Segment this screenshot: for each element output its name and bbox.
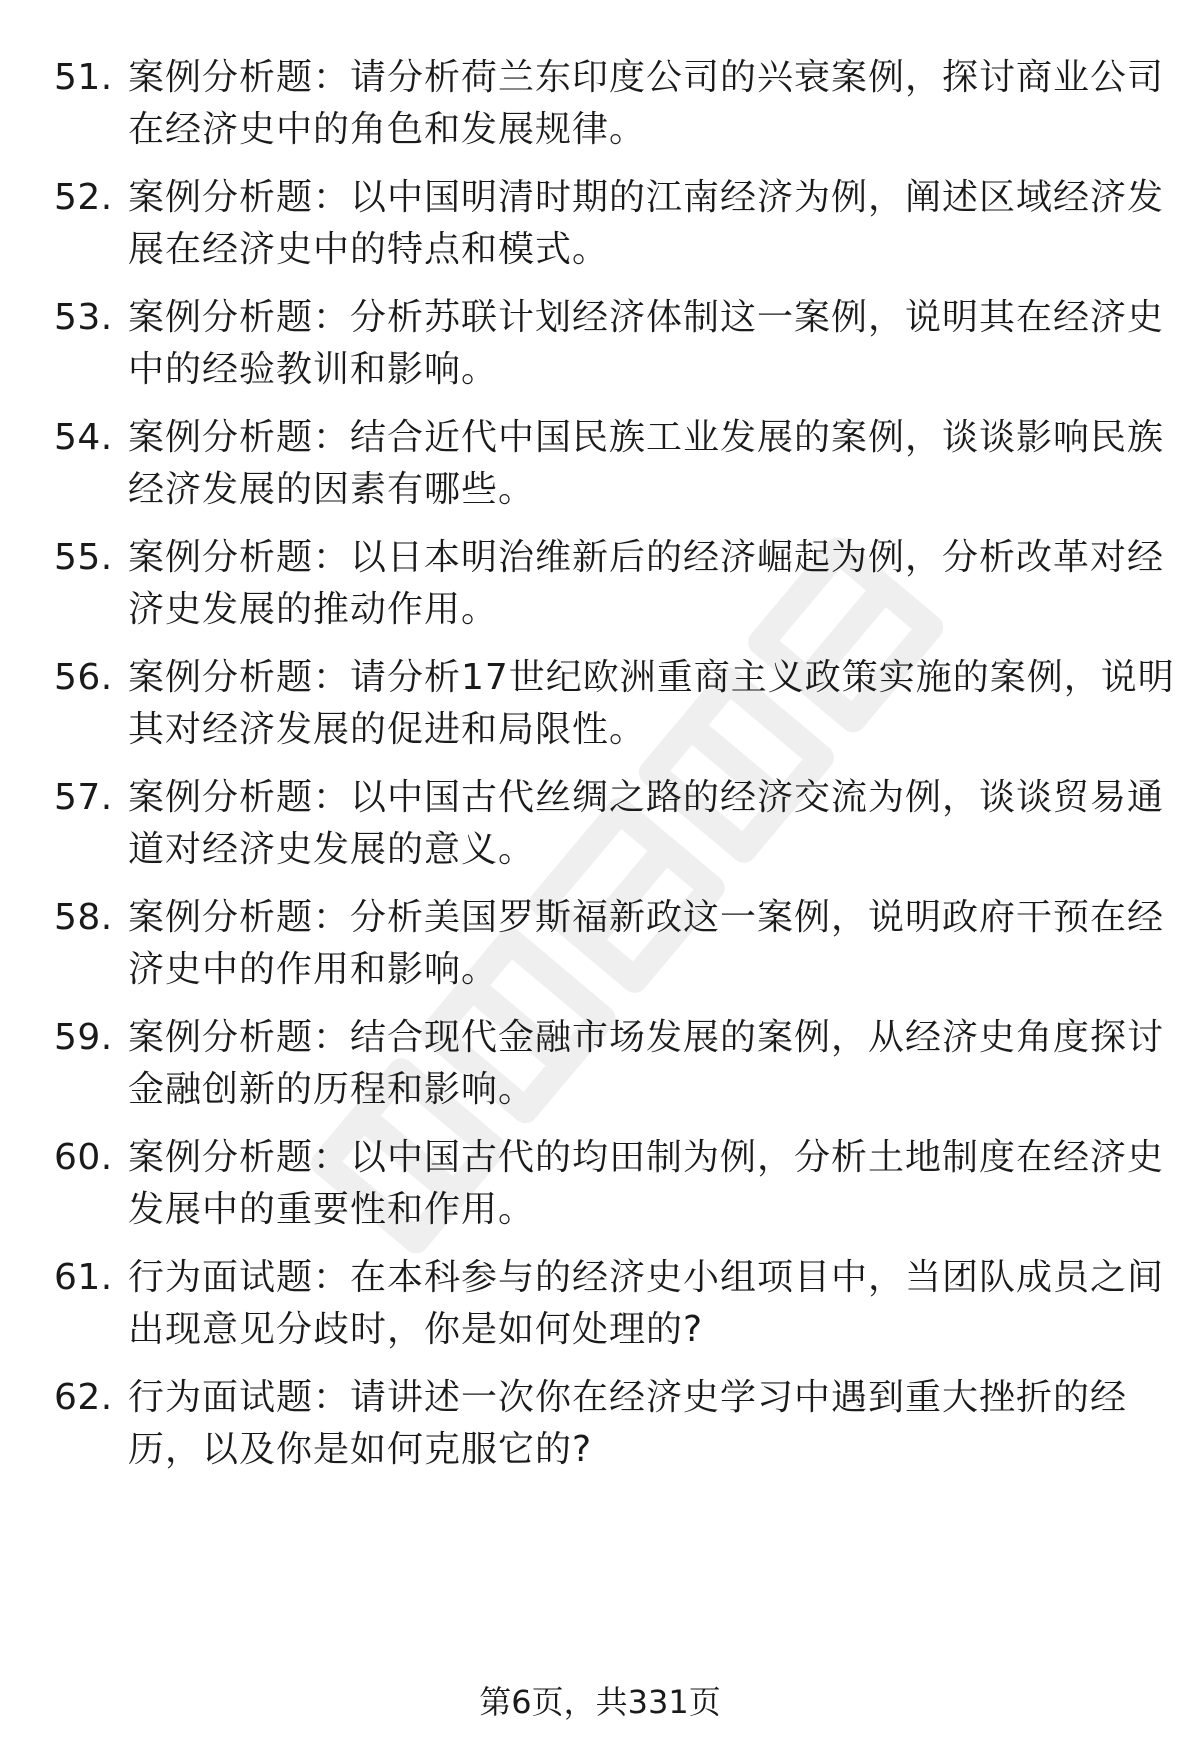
question-text bbox=[128, 412, 1200, 516]
question-text bbox=[128, 772, 1200, 876]
question-number: 55. bbox=[54, 537, 113, 578]
question-text bbox=[128, 1252, 1200, 1356]
question-number: 62. bbox=[54, 1377, 113, 1418]
question-line: 展在经济史中的特点和模式。 bbox=[128, 229, 610, 270]
question-line: 案例分析题：以中国古代丝绸之路的经济交流为例，谈谈贸易通 bbox=[128, 777, 1165, 818]
question-text bbox=[128, 52, 1200, 156]
question-text bbox=[128, 532, 1200, 636]
question-line: 中的经验教训和影响。 bbox=[128, 349, 499, 390]
question-number: 60. bbox=[54, 1137, 113, 1178]
question-line: 在经济史中的角色和发展规律。 bbox=[128, 109, 647, 150]
question-text bbox=[128, 1132, 1200, 1236]
question-line: 案例分析题：请分析17世纪欧洲重商主义政策实施的案例，说明 bbox=[128, 657, 1175, 698]
question-text bbox=[128, 172, 1200, 276]
question-number: 52. bbox=[54, 177, 113, 218]
question-line: 案例分析题：分析苏联计划经济体制这一案例，说明其在经济史 bbox=[128, 297, 1165, 338]
question-line: 案例分析题：结合近代中国民族工业发展的案例，谈谈影响民族 bbox=[128, 417, 1165, 458]
question-text bbox=[128, 652, 1200, 756]
question-line: 出现意见分歧时，你是如何处理的? bbox=[128, 1309, 704, 1350]
question-line: 案例分析题：以中国古代的均田制为例，分析土地制度在经济史 bbox=[128, 1137, 1165, 1178]
question-line: 其对经济发展的促进和局限性。 bbox=[128, 709, 647, 750]
question-line: 发展中的重要性和作用。 bbox=[128, 1189, 536, 1230]
question-text bbox=[128, 1372, 1200, 1476]
question-line: 历，以及你是如何克服它的? bbox=[128, 1429, 593, 1470]
question-number: 51. bbox=[54, 57, 113, 98]
question-line: 案例分析题：以中国明清时期的江南经济为例，阐述区域经济发 bbox=[128, 177, 1165, 218]
page-number-label: 第6页，共331页 bbox=[479, 1683, 721, 1721]
question-line: 案例分析题：结合现代金融市场发展的案例，从经济史角度探讨 bbox=[128, 1017, 1165, 1058]
question-number: 58. bbox=[54, 897, 113, 938]
question-line: 经济发展的因素有哪些。 bbox=[128, 469, 536, 510]
question-number: 61. bbox=[54, 1257, 113, 1298]
question-line: 济史中的作用和影响。 bbox=[128, 949, 499, 990]
question-number: 54. bbox=[54, 417, 113, 458]
question-text bbox=[128, 1012, 1200, 1116]
question-line: 案例分析题：分析美国罗斯福新政这一案例，说明政府干预在经 bbox=[128, 897, 1165, 938]
question-line: 案例分析题：请分析荷兰东印度公司的兴衰案例，探讨商业公司 bbox=[128, 57, 1165, 98]
question-number: 56. bbox=[54, 657, 113, 698]
question-line: 道对经济史发展的意义。 bbox=[128, 829, 536, 870]
page-footer bbox=[0, 1680, 1200, 1724]
question-number: 57. bbox=[54, 777, 113, 818]
question-text bbox=[128, 292, 1200, 396]
question-number: 53. bbox=[54, 297, 113, 338]
question-line: 金融创新的历程和影响。 bbox=[128, 1069, 536, 1110]
question-number: 59. bbox=[54, 1017, 113, 1058]
question-line: 济史发展的推动作用。 bbox=[128, 589, 499, 630]
question-text bbox=[128, 892, 1200, 996]
question-line: 案例分析题：以日本明治维新后的经济崛起为例，分析改革对经 bbox=[128, 537, 1165, 578]
question-line: 行为面试题：请讲述一次你在经济史学习中遇到重大挫折的经 bbox=[128, 1377, 1128, 1418]
question-line: 行为面试题：在本科参与的经济史小组项目中，当团队成员之间 bbox=[128, 1257, 1165, 1298]
